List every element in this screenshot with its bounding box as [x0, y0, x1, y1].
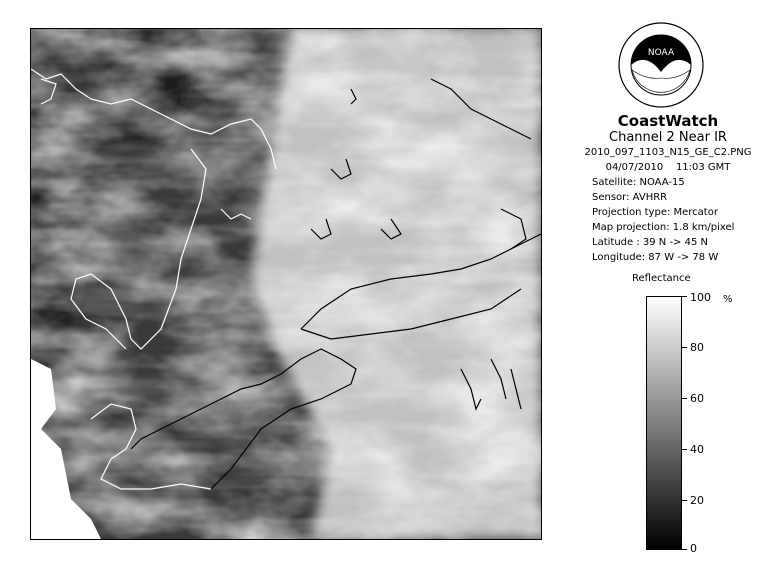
reflectance-colorbar — [646, 296, 682, 550]
colorbar-tick — [681, 398, 687, 399]
longitude-label: Longitude: 87 W -> 78 W — [592, 252, 719, 263]
colorbar-tick-label: 60 — [690, 392, 704, 405]
cloud-streaks — [31, 29, 541, 539]
time-label: 11:03 GMT — [675, 162, 731, 173]
colorbar-tick — [681, 500, 687, 501]
satellite-map-canvas — [31, 29, 541, 539]
legend-title: Reflectance — [632, 273, 691, 284]
colorbar-tick — [681, 449, 687, 450]
filename-label: 2010_097_1103_N15_GE_C2.PNG — [584, 147, 752, 158]
colorbar-tick-label: 80 — [690, 341, 704, 354]
info-panel — [562, 113, 774, 175]
colorbar-tick — [681, 296, 687, 297]
datetime-label — [562, 160, 774, 175]
noaa-logo — [618, 22, 704, 108]
date-label: 04/07/2010 — [605, 162, 664, 173]
colorbar-tick — [681, 347, 687, 348]
satellite-map — [30, 28, 542, 540]
metadata-list — [592, 175, 782, 265]
colorbar-tick — [681, 549, 687, 550]
logo-text: NOAA — [647, 48, 675, 58]
latitude-label: Latitude : 39 N -> 45 N — [592, 237, 708, 248]
legend-unit: % — [723, 294, 733, 305]
satellite-label: Satellite: NOAA-15 — [592, 177, 685, 188]
channel-label: Channel 2 Near IR — [609, 130, 727, 145]
map-projection-label: Map projection: 1.8 km/pixel — [592, 222, 735, 233]
colorbar-tick-label: 20 — [690, 494, 704, 507]
sensor-label: Sensor: AVHRR — [592, 192, 668, 203]
colorbar-tick-label: 40 — [690, 443, 704, 456]
projection-type-label: Projection type: Mercator — [592, 207, 718, 218]
colorbar-tick-label: 0 — [690, 542, 697, 555]
colorbar-tick-label: 100 — [690, 291, 711, 304]
product-title: CoastWatch — [617, 112, 719, 130]
